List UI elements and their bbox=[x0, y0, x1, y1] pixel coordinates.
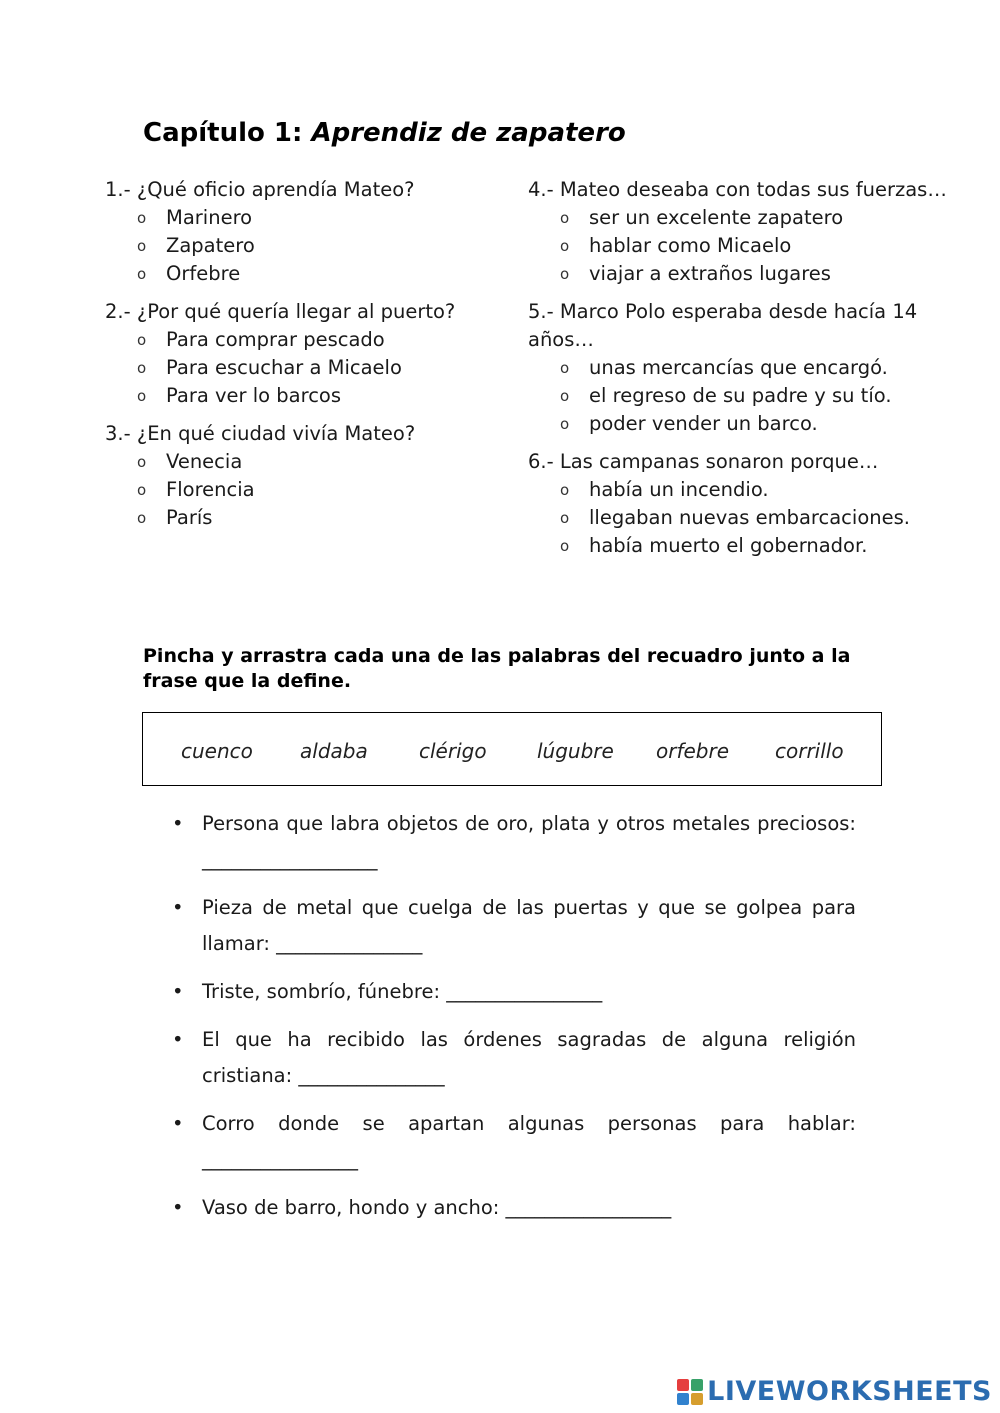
radio-circle-icon[interactable]: o bbox=[137, 265, 147, 283]
definition-text[interactable]: Pieza de metal que cuelga de las puertas y que se golpea para llamar: _______________ bbox=[202, 896, 856, 955]
definition-text[interactable]: Corro donde se apartan algunas personas para hablar: ________________ bbox=[202, 1112, 856, 1171]
radio-circle-icon[interactable]: o bbox=[560, 387, 570, 405]
definition-item bbox=[172, 1190, 856, 1226]
question-text: 3.- ¿En qué ciudad vivía Mateo? bbox=[105, 422, 416, 445]
answer-option[interactable] bbox=[105, 260, 505, 288]
option-label: Para comprar pescado bbox=[166, 328, 385, 351]
answer-option[interactable] bbox=[528, 532, 948, 560]
bullet-icon: • bbox=[172, 980, 184, 1003]
option-label: Orfebre bbox=[166, 262, 241, 285]
question bbox=[528, 176, 948, 288]
answer-option[interactable] bbox=[528, 204, 948, 232]
brand-name: LIVEWORKSHEETS bbox=[707, 1376, 992, 1407]
radio-circle-icon[interactable]: o bbox=[560, 209, 570, 227]
answer-option[interactable] bbox=[105, 476, 505, 504]
option-label: París bbox=[166, 506, 213, 529]
radio-circle-icon[interactable]: o bbox=[137, 237, 147, 255]
radio-circle-icon[interactable]: o bbox=[137, 509, 147, 527]
draggable-word[interactable]: clérigo bbox=[419, 739, 487, 763]
question-text: 6.- Las campanas sonaron porque… bbox=[528, 450, 879, 473]
definition-item bbox=[172, 1106, 856, 1178]
option-label: unas mercancías que encargó. bbox=[589, 356, 888, 379]
questions-right-column bbox=[528, 176, 948, 570]
answer-option[interactable] bbox=[105, 326, 505, 354]
chapter-number: Capítulo 1: bbox=[143, 118, 303, 148]
option-label: Para escuchar a Micaelo bbox=[166, 356, 402, 379]
answer-option[interactable] bbox=[105, 382, 505, 410]
bullet-icon: • bbox=[172, 1112, 184, 1135]
option-label: hablar como Micaelo bbox=[589, 234, 792, 257]
answer-option[interactable] bbox=[528, 354, 948, 382]
definition-item bbox=[172, 806, 856, 878]
question-text: 5.- Marco Polo esperaba desde hacía 14 años… bbox=[528, 300, 918, 351]
footer-brand bbox=[677, 1376, 992, 1407]
draggable-word[interactable]: orfebre bbox=[656, 739, 730, 763]
radio-circle-icon[interactable]: o bbox=[137, 481, 147, 499]
question bbox=[528, 448, 948, 560]
question bbox=[105, 298, 505, 410]
answer-option[interactable] bbox=[528, 476, 948, 504]
answer-option[interactable] bbox=[105, 354, 505, 382]
answer-option[interactable] bbox=[528, 410, 948, 438]
option-label: viajar a extraños lugares bbox=[589, 262, 831, 285]
page-title bbox=[143, 118, 626, 148]
answer-option[interactable] bbox=[105, 204, 505, 232]
option-label: ser un excelente zapatero bbox=[589, 206, 844, 229]
radio-circle-icon[interactable]: o bbox=[137, 359, 147, 377]
instructions: Pincha y arrastra cada una de las palabras del recuadro junto a la frase que la define. bbox=[143, 645, 851, 692]
option-label: Florencia bbox=[166, 478, 255, 501]
question-text: 2.- ¿Por qué quería llegar al puerto? bbox=[105, 300, 456, 323]
radio-circle-icon[interactable]: o bbox=[560, 481, 570, 499]
liveworksheets-logo-icon bbox=[677, 1379, 703, 1405]
question bbox=[105, 420, 505, 532]
draggable-word[interactable]: lúgubre bbox=[537, 739, 614, 763]
answer-option[interactable] bbox=[105, 504, 505, 532]
radio-circle-icon[interactable]: o bbox=[560, 359, 570, 377]
bullet-icon: • bbox=[172, 812, 184, 835]
option-label: Zapatero bbox=[166, 234, 255, 257]
bullet-icon: • bbox=[172, 1028, 184, 1051]
questions-left-column bbox=[105, 176, 505, 542]
definition-text[interactable]: Vaso de barro, hondo y ancho: _________________ bbox=[202, 1196, 672, 1219]
answer-option[interactable] bbox=[105, 232, 505, 260]
definition-text[interactable]: Triste, sombrío, fúnebre: ________________ bbox=[202, 980, 603, 1003]
radio-circle-icon[interactable]: o bbox=[560, 265, 570, 283]
option-label: Venecia bbox=[166, 450, 243, 473]
radio-circle-icon[interactable]: o bbox=[560, 509, 570, 527]
radio-circle-icon[interactable]: o bbox=[560, 537, 570, 555]
option-label: Para ver lo barcos bbox=[166, 384, 342, 407]
chapter-name: Aprendiz de zapatero bbox=[311, 118, 626, 148]
definitions-list bbox=[172, 806, 856, 1226]
radio-circle-icon[interactable]: o bbox=[137, 453, 147, 471]
answer-option[interactable] bbox=[528, 260, 948, 288]
option-label: llegaban nuevas embarcaciones. bbox=[589, 506, 910, 529]
radio-circle-icon[interactable]: o bbox=[137, 331, 147, 349]
option-label: Marinero bbox=[166, 206, 253, 229]
question-text: 1.- ¿Qué oficio aprendía Mateo? bbox=[105, 178, 415, 201]
radio-circle-icon[interactable]: o bbox=[560, 415, 570, 433]
word-bank bbox=[142, 712, 882, 786]
draggable-word[interactable]: corrillo bbox=[775, 739, 844, 763]
radio-circle-icon[interactable]: o bbox=[560, 237, 570, 255]
question bbox=[105, 176, 505, 288]
answer-option[interactable] bbox=[528, 504, 948, 532]
question bbox=[528, 298, 948, 438]
draggable-word[interactable]: cuenco bbox=[181, 739, 253, 763]
definition-item bbox=[172, 1022, 856, 1094]
bullet-icon: • bbox=[172, 1196, 184, 1219]
definition-item bbox=[172, 890, 856, 962]
definition-text[interactable]: Persona que labra objetos de oro, plata y otros metales preciosos: __________________ bbox=[202, 812, 856, 871]
answer-option[interactable] bbox=[528, 382, 948, 410]
answer-option[interactable] bbox=[528, 232, 948, 260]
option-label: el regreso de su padre y su tío. bbox=[589, 384, 892, 407]
radio-circle-icon[interactable]: o bbox=[137, 387, 147, 405]
option-label: poder vender un barco. bbox=[589, 412, 818, 435]
draggable-word[interactable]: aldaba bbox=[300, 739, 368, 763]
definition-item bbox=[172, 974, 856, 1010]
option-label: había un incendio. bbox=[589, 478, 769, 501]
answer-option[interactable] bbox=[105, 448, 505, 476]
question-text: 4.- Mateo deseaba con todas sus fuerzas… bbox=[528, 178, 947, 201]
option-label: había muerto el gobernador. bbox=[589, 534, 868, 557]
bullet-icon: • bbox=[172, 896, 184, 919]
radio-circle-icon[interactable]: o bbox=[137, 209, 147, 227]
definition-text[interactable]: El que ha recibido las órdenes sagradas de alguna religión cristiana: _______________ bbox=[202, 1028, 856, 1087]
